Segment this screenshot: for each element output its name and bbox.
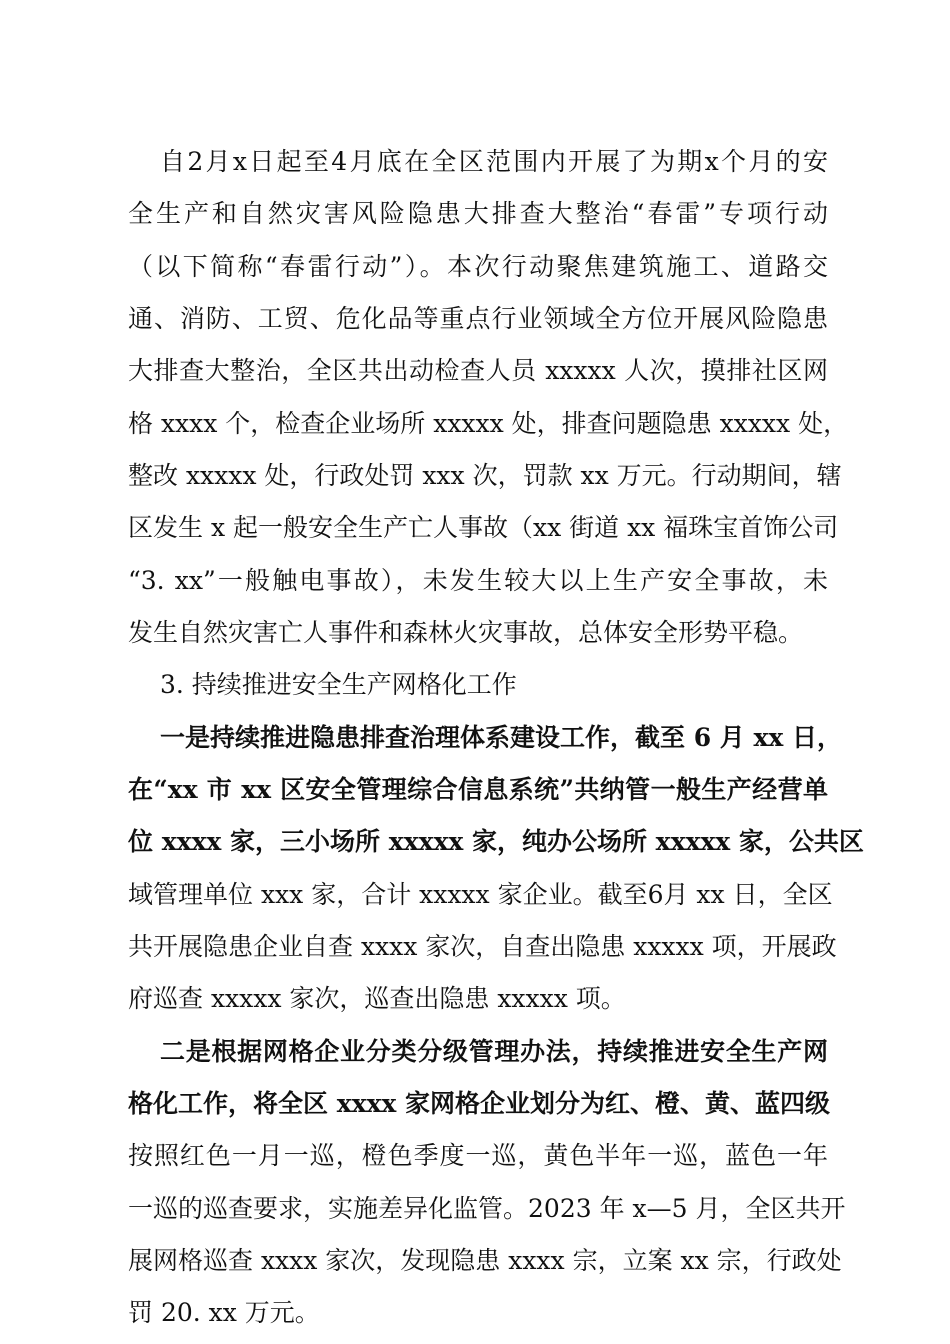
text-line: 一是持续推进隐患排查治理体系建设工作，截至 6 月 xx 日， bbox=[160, 723, 843, 752]
text-line: 格 xxxx 个，检查企业场所 xxxxx 处，排查问题隐患 xxxxx 处， bbox=[128, 409, 849, 438]
text-line: 二是根据网格企业分类分级管理办法，持续推进安全生产网 bbox=[160, 1037, 828, 1066]
text-line: 按照红色一月一巡，橙色季度一巡，黄色半年一巡，蓝色一年 bbox=[128, 1141, 828, 1170]
text-line: 罚 20. xx 万元。 bbox=[128, 1298, 320, 1327]
text-line: 整改 xxxxx 处，行政处罚 xxx 次，罚款 xx 万元。行动期间，辖 bbox=[128, 461, 842, 490]
text-line: 一巡的巡查要求，实施差异化监管。2023 年 x—5 月，全区共开 bbox=[128, 1194, 846, 1223]
text-line: （以下简称“春雷行动”）。本次行动聚焦建筑施工、道路交 bbox=[128, 252, 828, 281]
text-line: 在“xx 市 xx 区安全管理综合信息系统”共纳管一般生产经营单 bbox=[128, 775, 828, 804]
text-line: 区发生 x 起一般安全生产亡人事故（xx 街道 xx 福珠宝首饰公司 bbox=[128, 513, 839, 542]
text-line: 域管理单位 xxx 家，合计 xxxxx 家企业。截至6月 xx 日，全区 bbox=[128, 880, 833, 909]
text-line: 位 xxxx 家，三小场所 xxxxx 家，纯办公场所 xxxxx 家，公共区 bbox=[128, 827, 864, 856]
text-line: 展网格巡查 xxxx 家次，发现隐患 xxxx 宗，立案 xx 宗，行政处 bbox=[128, 1246, 842, 1275]
text-line: 发生自然灾害亡人事件和森林火灾事故，总体安全形势平稳。 bbox=[128, 618, 804, 647]
text-line: 大排查大整治，全区共出动检查人员 xxxxx 人次，摸排社区网 bbox=[128, 356, 828, 385]
text-line: 自2月x日起至4月底在全区范围内开展了为期x个月的安 bbox=[160, 147, 828, 176]
text-line: “3. xx”一般触电事故），未发生较大以上生产安全事故，未 bbox=[128, 566, 828, 595]
text-line: 全生产和自然灾害风险隐患大排查大整治“春雷”专项行动 bbox=[128, 199, 828, 228]
text-line: 格化工作，将全区 xxxx 家网格企业划分为红、橙、黄、蓝四级 bbox=[128, 1089, 831, 1118]
text-line: 通、消防、工贸、危化品等重点行业领域全方位开展风险隐患 bbox=[128, 304, 828, 333]
text-line: 府巡查 xxxxx 家次，巡查出隐患 xxxxx 项。 bbox=[128, 984, 626, 1013]
text-line: 共开展隐患企业自查 xxxx 家次，自查出隐患 xxxxx 项，开展政 bbox=[128, 932, 837, 961]
section-heading: 3. 持续推进安全生产网格化工作 bbox=[160, 670, 517, 699]
